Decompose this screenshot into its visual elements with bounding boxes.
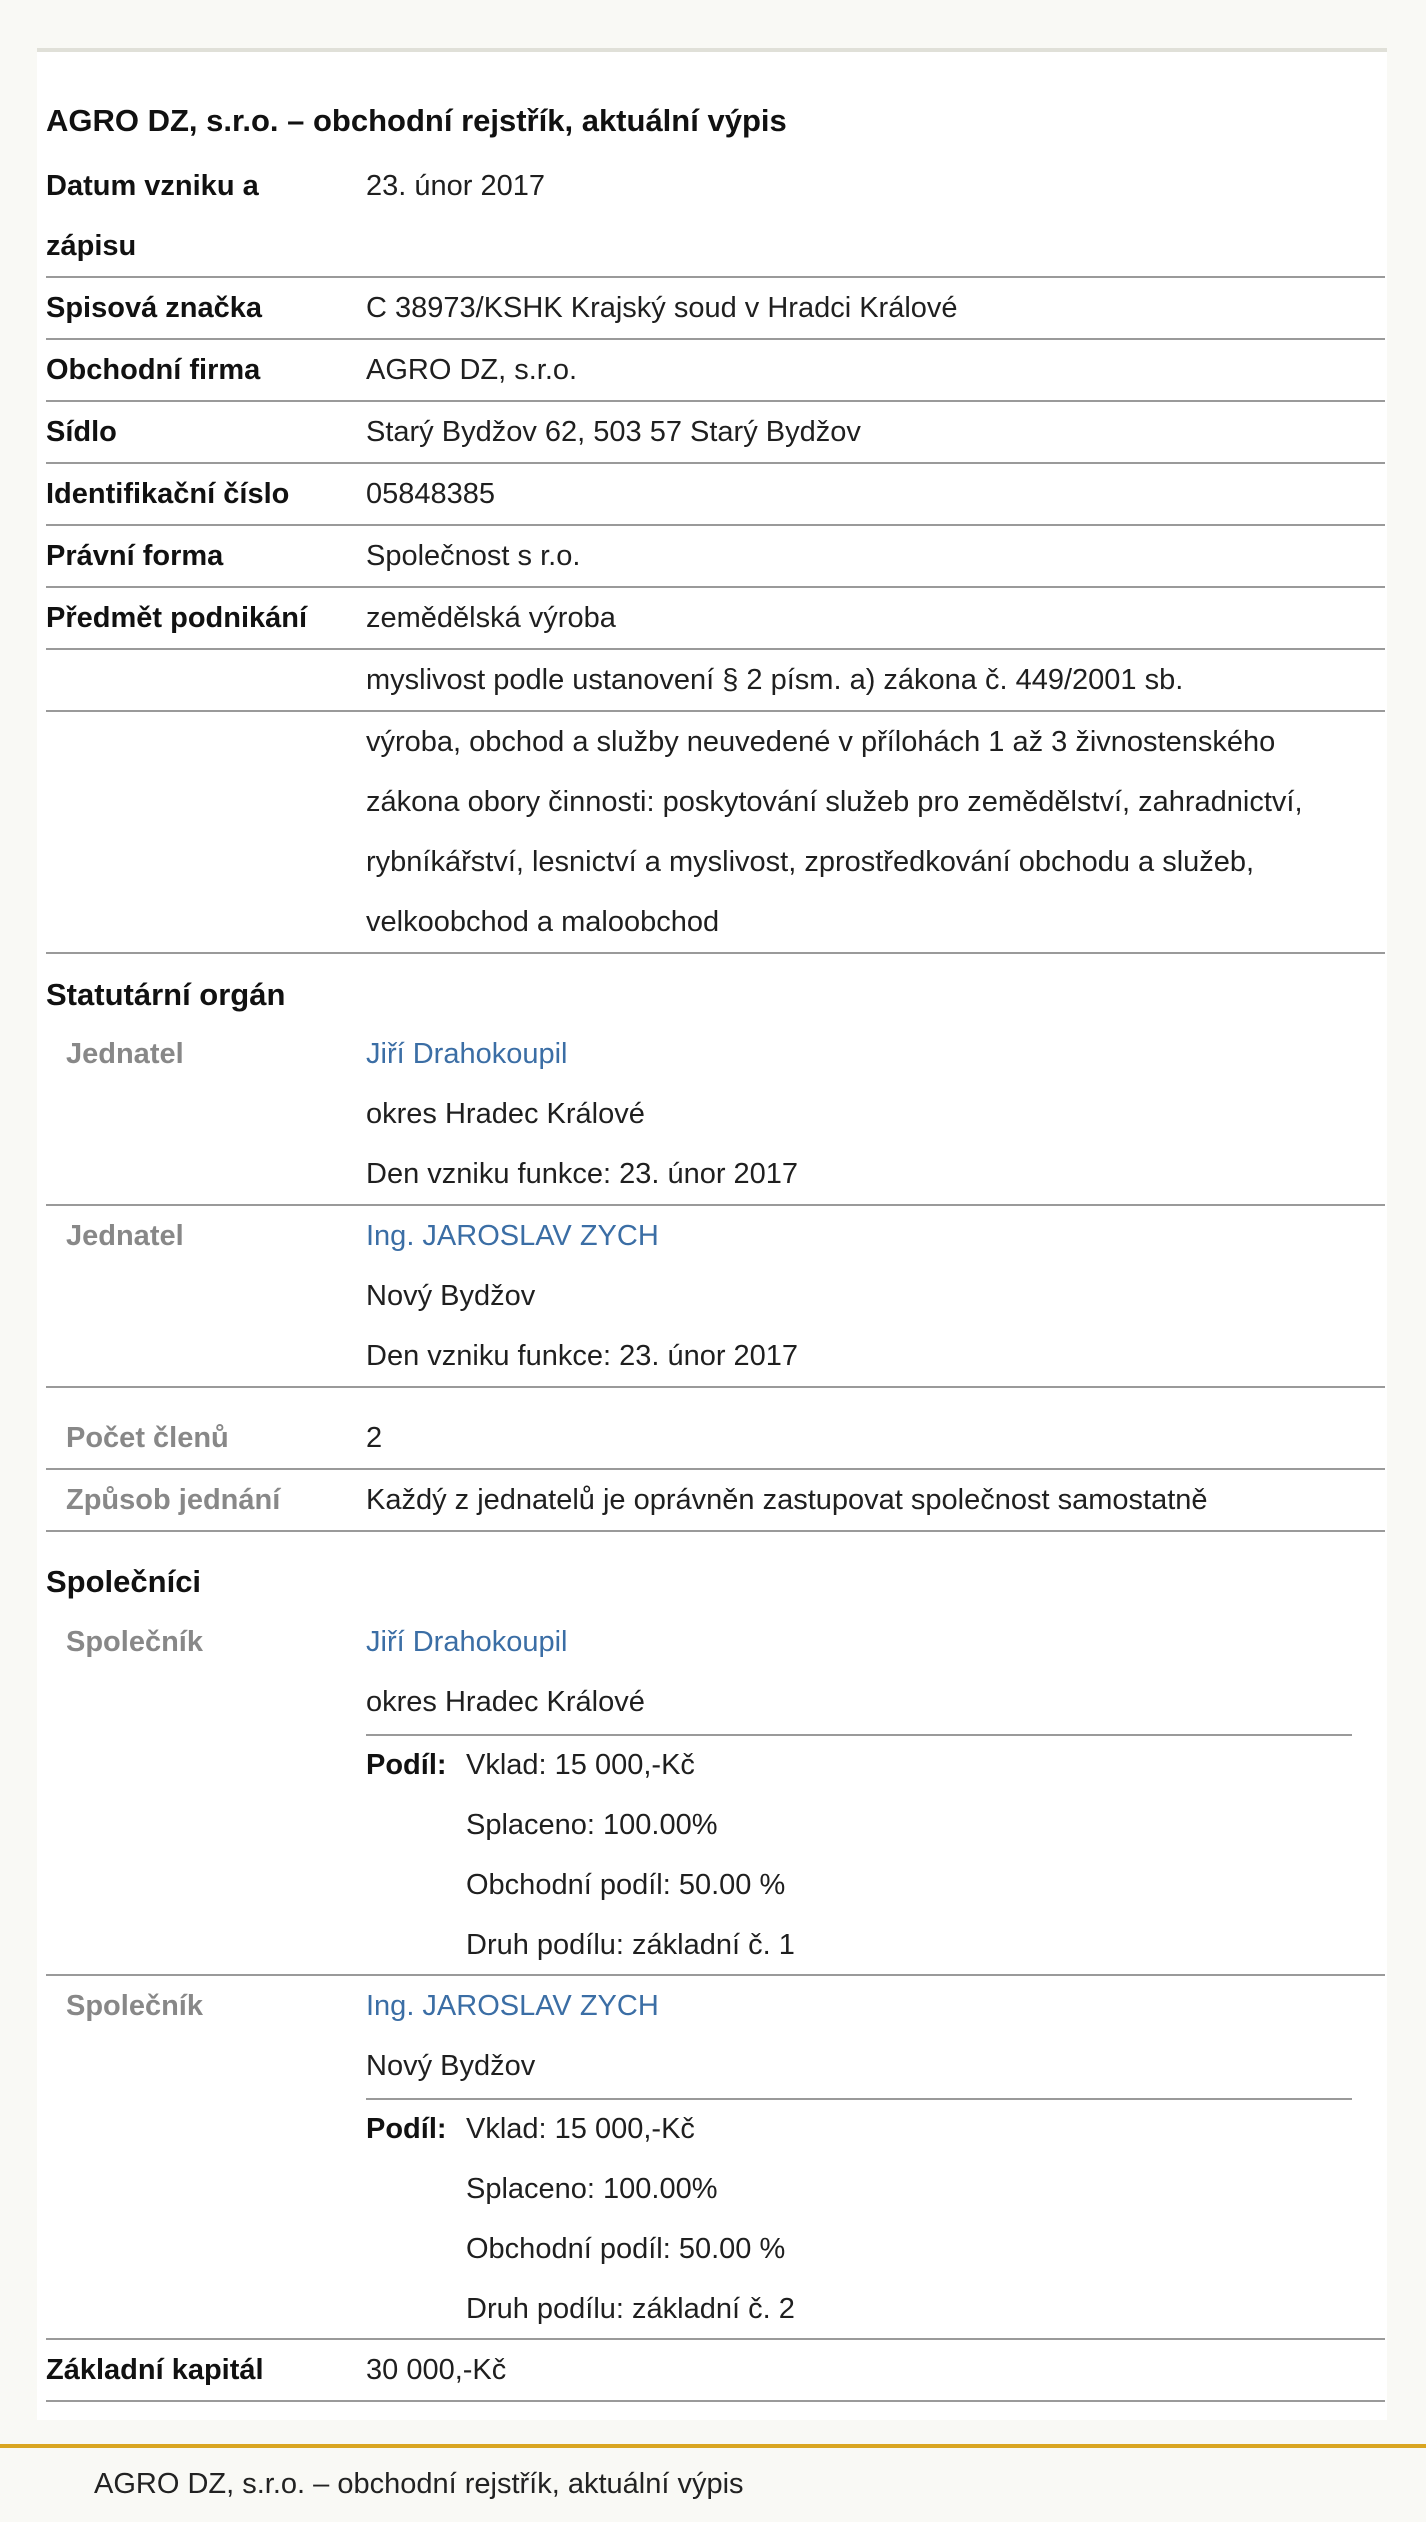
footer [0, 2444, 1426, 2522]
podil-obchodni: Obchodní podíl: 50.00 % [466, 1869, 786, 1901]
jednatel-label: Jednatel [66, 1038, 184, 1070]
row-pravni-forma [46, 526, 1385, 588]
row-zakladni-kapital [46, 2340, 1385, 2402]
jednatel-since: Den vzniku funkce: 23. únor 2017 [366, 1340, 799, 1372]
podil-label: Podíl: [366, 2113, 447, 2145]
podil-label: Podíl: [366, 1749, 447, 1781]
podil-druh: Druh podílu: základní č. 1 [466, 1929, 795, 1961]
podil-values [466, 2099, 795, 2339]
predmet-item: výroba, obchod a služby neuvedené v přílohách 1 až 3 živnostenského zákona obory činnosti: poskytování služeb pro zemědělství, zahradnictví, rybníkářství, lesnictví a myslivost, zprostředkování obchodu a služeb, velkoobchod a maloobchod [366, 726, 1303, 938]
row-spisova-znacka [46, 278, 1385, 340]
jednatel-label: Jednatel [66, 1220, 184, 1252]
spolecnik-details [366, 1612, 1366, 1732]
pocet-label: Počet členů [66, 1422, 229, 1454]
spisova-value: C 38973/KSHK Krajský soud v Hradci Králové [366, 292, 958, 324]
ico-value: 05848385 [366, 478, 496, 510]
spolecnik-label: Společník [66, 1990, 203, 2022]
row-pocet-clenu [46, 1408, 1385, 1470]
predmet-label: Předmět podnikání [46, 602, 308, 634]
kapital-label: Základní kapitál [46, 2354, 264, 2386]
datum-label: Datum vzniku a zápisu [46, 170, 259, 262]
datum-value: 23. únor 2017 [366, 170, 545, 202]
spolecnik-place: Nový Bydžov [366, 2050, 536, 2082]
jednatel-details [366, 1206, 1366, 1386]
register-extract-card [37, 48, 1387, 2420]
footer-title: AGRO DZ, s.r.o. – obchodní rejstřík, aktuální výpis [94, 2468, 744, 2500]
spolecnici-heading: Společníci [46, 1564, 202, 1599]
podil-vklad: Vklad: 15 000,-Kč [466, 2113, 695, 2145]
firma-value: AGRO DZ, s.r.o. [366, 354, 578, 386]
jednatel-name-link[interactable]: Jiří Drahokoupil [366, 1038, 568, 1070]
spolecnik-place: okres Hradec Králové [366, 1686, 645, 1718]
podil-obchodni: Obchodní podíl: 50.00 % [466, 2233, 786, 2265]
jednatel-row [46, 1206, 1385, 1388]
podil-druh: Druh podílu: základní č. 2 [466, 2293, 795, 2325]
predmet-item: myslivost podle ustanovení § 2 písm. a) zákona č. 449/2001 sb. [366, 664, 1184, 696]
row-ico [46, 464, 1385, 526]
jednatel-row [46, 1024, 1385, 1206]
zpusob-label: Způsob jednání [66, 1484, 281, 1516]
spolecnik-row [46, 1612, 1385, 1976]
kapital-value: 30 000,-Kč [366, 2354, 507, 2386]
spolecnik-details [366, 1976, 1366, 2096]
spolecnik-row [46, 1976, 1385, 2340]
firma-label: Obchodní firma [46, 354, 261, 386]
ico-label: Identifikační číslo [46, 478, 290, 510]
sidlo-value: Starý Bydžov 62, 503 57 Starý Bydžov [366, 416, 861, 448]
row-sidlo [46, 402, 1385, 464]
predmet-item: zemědělská výroba [366, 602, 616, 634]
row-zpusob-jednani [46, 1470, 1385, 1532]
jednatel-since: Den vzniku funkce: 23. únor 2017 [366, 1158, 799, 1190]
statutarni-heading: Statutární orgán [46, 977, 286, 1012]
page-title: AGRO DZ, s.r.o. – obchodní rejstřík, aktuální výpis [46, 103, 787, 138]
podil-splaceno: Splaceno: 100.00% [466, 2173, 718, 2205]
jednatel-place: Nový Bydžov [366, 1280, 536, 1312]
zpusob-value: Každý z jednatelů je oprávněn zastupovat společnost samostatně [366, 1484, 1208, 1516]
spisova-label: Spisová značka [46, 292, 262, 324]
row-obchodni-firma [46, 340, 1385, 402]
spolecnik-name-link[interactable]: Jiří Drahokoupil [366, 1626, 568, 1658]
podil-splaceno: Splaceno: 100.00% [466, 1809, 718, 1841]
spolecnik-label: Společník [66, 1626, 203, 1658]
row-predmet-3 [46, 712, 1385, 954]
row-predmet-2 [46, 650, 1385, 712]
pocet-value: 2 [366, 1422, 383, 1454]
jednatel-details [366, 1024, 1366, 1204]
podil-vklad: Vklad: 15 000,-Kč [466, 1749, 695, 1781]
row-datum-vzniku [46, 156, 1385, 278]
spolecnik-name-link[interactable]: Ing. JAROSLAV ZYCH [366, 1990, 659, 2022]
forma-value: Společnost s r.o. [366, 540, 581, 572]
jednatel-name-link[interactable]: Ing. JAROSLAV ZYCH [366, 1220, 659, 1252]
sidlo-label: Sídlo [46, 416, 117, 448]
jednatel-place: okres Hradec Králové [366, 1098, 645, 1130]
forma-label: Právní forma [46, 540, 224, 572]
row-predmet-1 [46, 588, 1385, 650]
podil-values [466, 1735, 795, 1975]
